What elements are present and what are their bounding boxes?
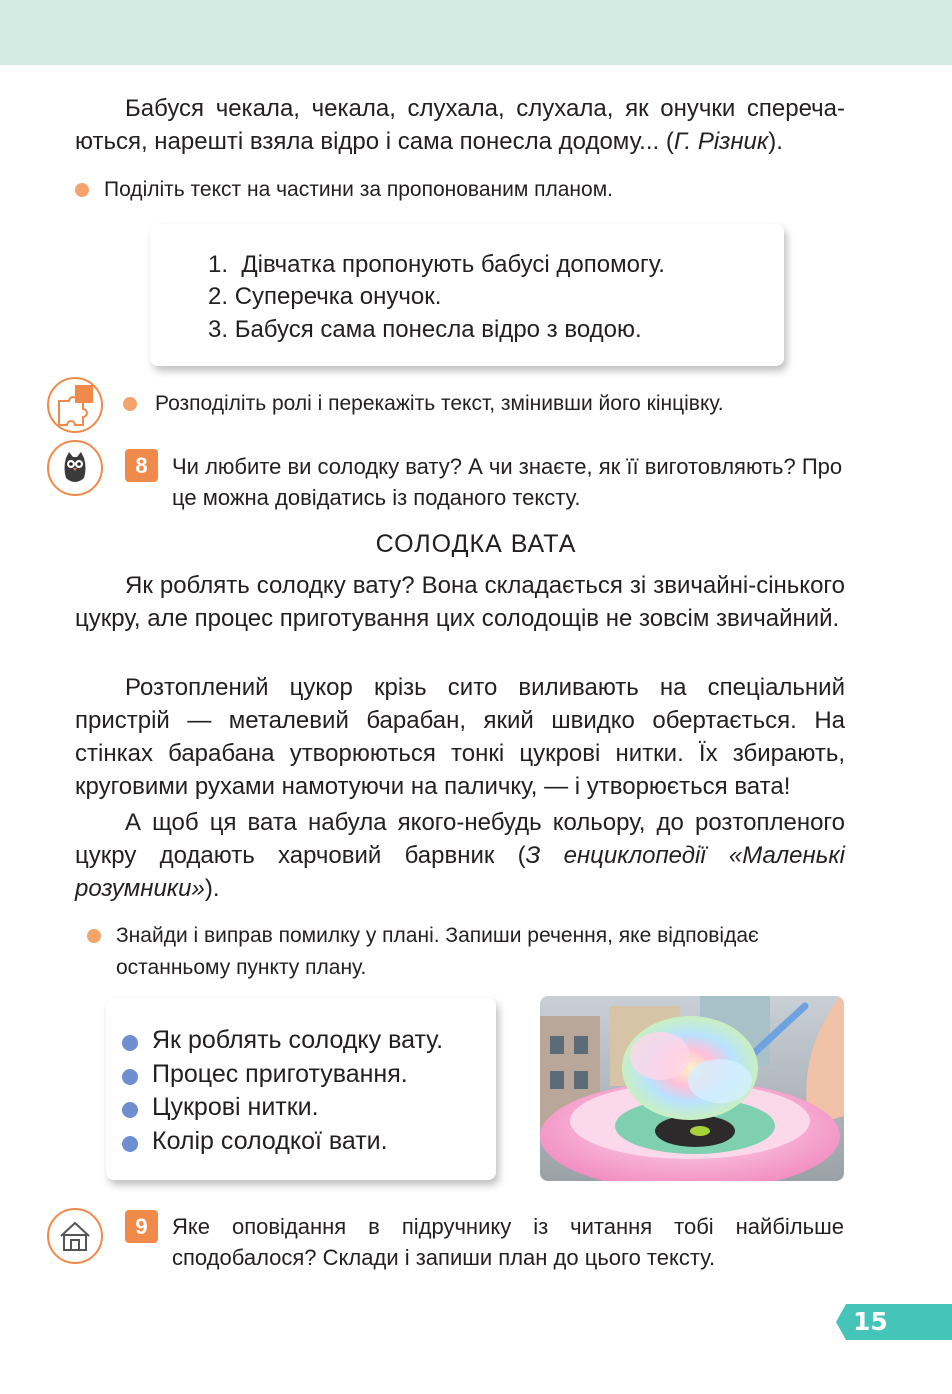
cotton-candy-photo — [540, 996, 844, 1181]
list-text: Процес приготування. — [152, 1060, 408, 1088]
plan-number: 2. — [208, 283, 229, 310]
story-paragraph-3 — [75, 806, 845, 905]
story-paragraph-1: Як роблять солодку вату? Вона складається зі звичайні-сінького цукру, але процес приготування цих солодощів не зовсім звичайний. — [75, 572, 845, 632]
plan-number: 3. — [208, 316, 229, 343]
story-source: З енциклопедії «Маленькі розумники» — [75, 842, 845, 902]
list-text: Колір солодкої вати. — [152, 1127, 388, 1155]
plan-item — [208, 314, 642, 346]
bullet-find-line-1: Знайди і виправ помилку у плані. Запиши речення, яке відповідає — [116, 924, 759, 947]
plan-text: Бабуся сама понесла відро з водою. — [234, 316, 642, 343]
story-p3-text: А щоб ця вата набула якого-небудь кольору, до розтопленого цукру додають харчовий барвник ( — [75, 809, 845, 869]
task-8-text: Чи любите ви солодку вату? А чи знаєте, як її виготовляють? Про це можна довідатись із поданого тексту. — [172, 454, 843, 510]
puzzle-icon — [47, 377, 103, 433]
intro-paragraph — [75, 92, 845, 158]
intro-author: Г. Різник — [673, 128, 769, 155]
bullet-dot — [75, 183, 89, 197]
story-p3-end: ). — [204, 875, 220, 902]
plan-text: Дівчатка пропонують бабусі допомогу. — [241, 251, 665, 278]
plan-text: Суперечка онучок. — [234, 283, 442, 310]
list-plan-box — [106, 998, 496, 1180]
story-title: СОЛОДКА ВАТА — [375, 530, 577, 558]
task-number-9: 9 — [125, 1210, 158, 1243]
bullet-divide: Поділіть текст на частини за пропонованим планом. — [104, 178, 613, 201]
bullet-roles: Розподіліть ролі і перекажіть текст, змінивши його кінцівку. — [155, 392, 724, 415]
plan-item — [208, 281, 441, 313]
bullet-dot — [123, 397, 137, 411]
blue-bullet — [122, 1035, 138, 1051]
list-item — [152, 1024, 443, 1057]
task-number-8: 8 — [125, 449, 158, 482]
owl-icon — [47, 440, 103, 496]
intro-end: ). — [768, 128, 783, 155]
story-paragraph-2: Розтоплений цукор крізь сито виливають на спеціальний пристрій — металевий барабан, який швидко обертається. На стінках барабана утворюються тонкі цукрові нитки. Їх збирають, круговими рухами намотуючи на паличку, — і утворюється вата! — [75, 674, 845, 800]
blue-bullet — [122, 1069, 138, 1085]
list-text: Цукрові нитки. — [152, 1093, 319, 1121]
plan-box — [150, 224, 784, 366]
list-item — [152, 1125, 388, 1158]
list-item — [152, 1058, 408, 1091]
top-band — [0, 0, 952, 65]
page-number: 15 — [853, 1307, 888, 1336]
blue-bullet — [122, 1102, 138, 1118]
blue-bullet — [122, 1136, 138, 1152]
task-9-text: Яке оповідання в підручнику із читання тобі найбільше сподобалося? Склади і запиши план до цього тексту. — [172, 1214, 844, 1270]
bullet-find-line-2: останньому пункту плану. — [116, 956, 367, 979]
list-item — [152, 1091, 319, 1124]
bullet-dot — [87, 929, 101, 943]
intro-text: Бабуся чекала, чекала, слухала, слухала, як онучки спереча-ються, нарешті взяла відро і сама понесла додому... ( — [75, 95, 845, 155]
list-text: Як роблять солодку вату. — [152, 1026, 444, 1054]
house-icon — [47, 1208, 103, 1264]
plan-number: 1. — [208, 251, 229, 278]
plan-item — [208, 249, 665, 281]
